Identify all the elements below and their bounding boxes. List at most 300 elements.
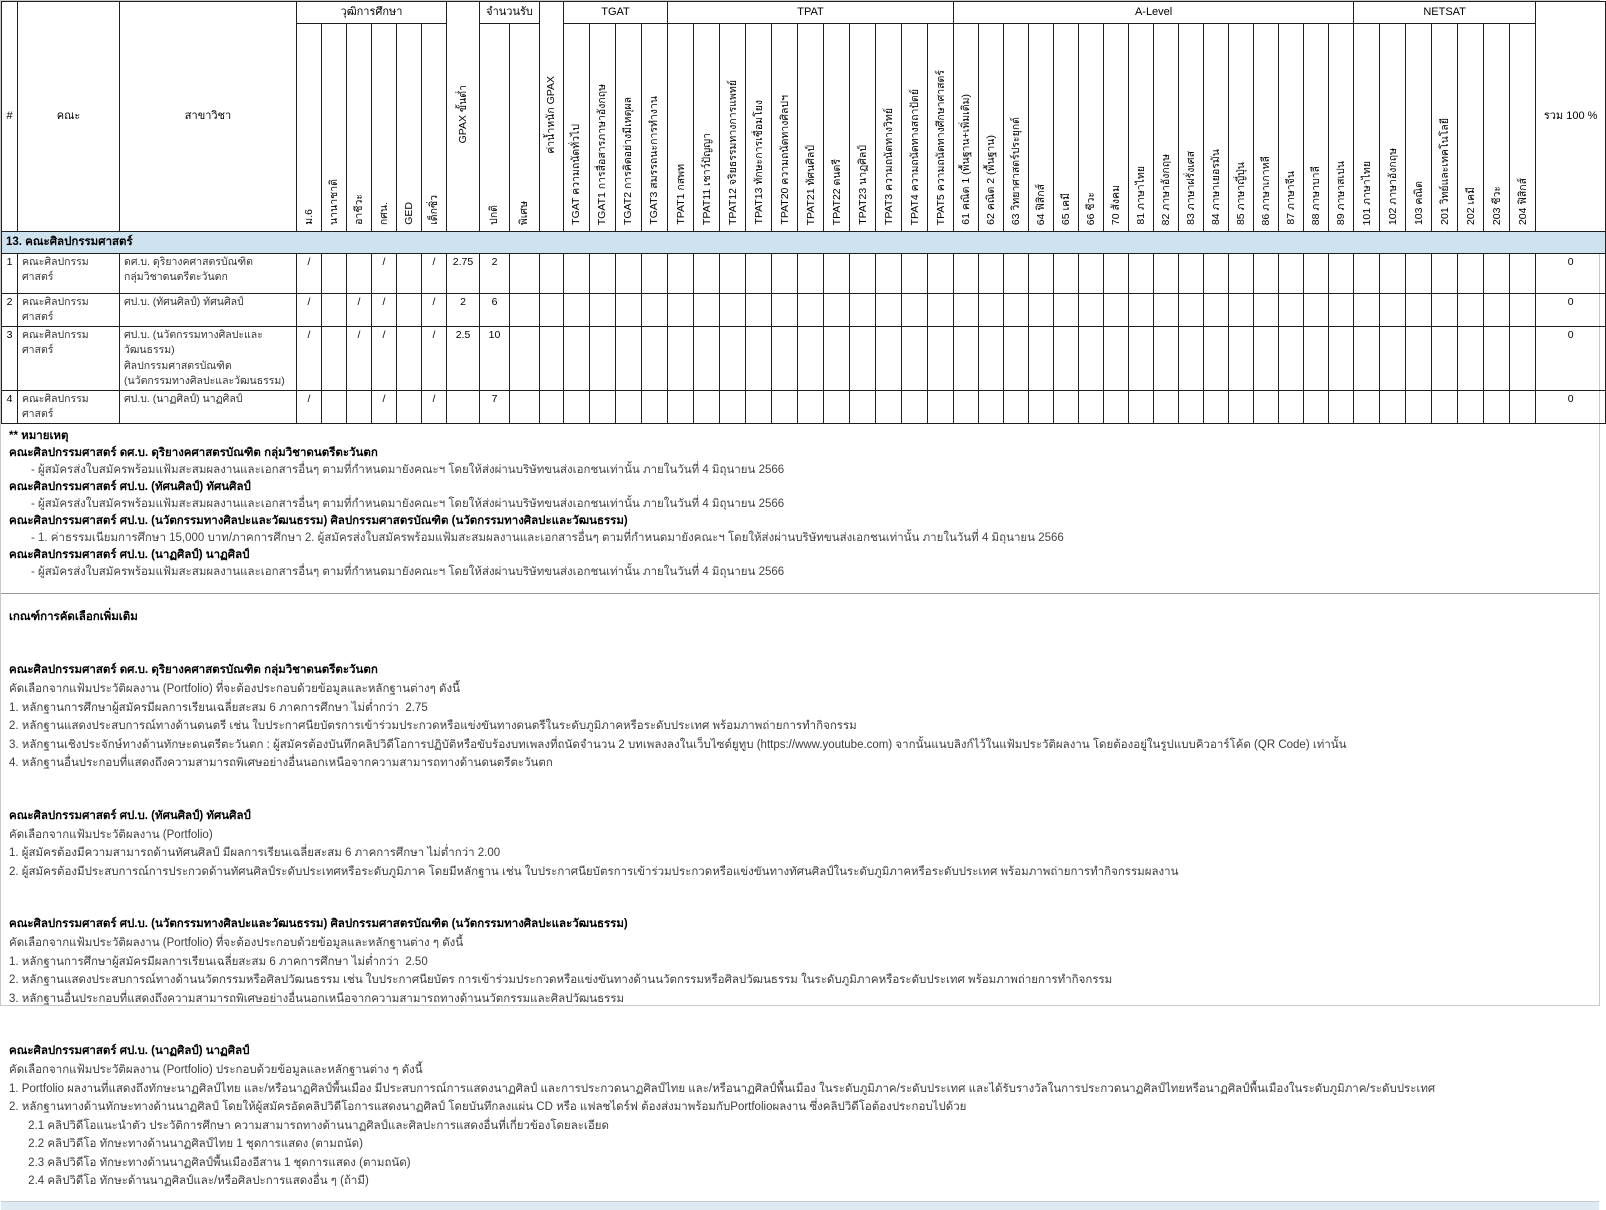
column-header: 85 ภาษาญี่ปุ่น <box>1229 24 1254 232</box>
criteria-lines <box>9 826 1591 882</box>
score-cell <box>1432 253 1458 293</box>
score-cell <box>540 253 564 293</box>
score-cell <box>1104 390 1129 423</box>
criteria-line: 2. หลักฐานทางด้านทักษะทางด้านนาฏศิลป์ โดยให้ผู้สมัครอัดคลิปวิดีโอการแสดงนาฏศิลป์ โดยบันทึกลงแผ่น CD หรือ แฟลชไดร์ฟ ต้องส่งมาพร้อมกับPortfolioผลงาน ซึ่งคลิปวิดีโอต้องประกอบไปด้วย <box>9 1101 967 1114</box>
score-cell <box>1279 293 1304 326</box>
criteria-line: 1. หลักฐานการศึกษาผู้สมัครมีผลการเรียนเฉลี่ยสะสม 6 ภาคการศึกษา ไม่ต่ำกว่า 2.50 <box>9 955 428 968</box>
row-number: 1 <box>2 253 18 293</box>
score-cell <box>1380 293 1406 326</box>
score-cell <box>979 327 1004 391</box>
score-cell <box>824 253 850 293</box>
column-header: 102 ภาษาอังกฤษ <box>1380 24 1406 232</box>
column-header: TPAT4 ความถนัดทางสถาปัตย์ <box>902 24 928 232</box>
column-header: ม.6 <box>297 24 322 232</box>
criteria-line: 2.1 คลิปวิดีโอแนะนำตัว ประวัติการศึกษา ความสามารถทางด้านนาฏศิลป์และศิลปะการแสดงอื่นที่เกี่ยวข้องโดยละเอียด <box>9 1119 609 1132</box>
score-cell <box>720 253 746 293</box>
score-cell <box>1279 253 1304 293</box>
score-cell <box>1458 293 1484 326</box>
column-group-header: วุฒิการศึกษา <box>297 2 447 24</box>
score-cell <box>876 293 902 326</box>
criteria-line: คัดเลือกจากแฟ้มประวัติผลงาน (Portfolio) ประกอบด้วยข้อมูลและหลักฐานต่าง ๆ ดังนี้ <box>9 1064 423 1077</box>
score-cell <box>1004 253 1029 293</box>
score-cell <box>954 253 979 293</box>
column-group-header: NETSAT <box>1354 2 1536 24</box>
major-name-line: ศิลปกรรมศาสตรบัณฑิต <box>124 359 232 372</box>
qualification-mark: / <box>297 390 322 423</box>
note-item <box>9 547 1591 581</box>
criteria-line: 1. ผู้สมัครต้องมีความสามารถด้านทัศนศิลป์ มีผลการเรียนเฉลี่ยสะสม 6 ภาคการศึกษา ไม่ต่ำกว่า 2.00 <box>9 847 501 860</box>
column-header: ค่าน้ำหนัก GPAX <box>540 2 564 232</box>
note-lines <box>9 530 1591 547</box>
qualification-mark: / <box>297 293 322 326</box>
score-cell <box>616 293 642 326</box>
score-cell <box>1484 253 1510 293</box>
score-cell <box>616 327 642 391</box>
score-cell <box>1004 293 1029 326</box>
score-cell <box>1154 327 1179 391</box>
column-header: GPAX ขั้นต่ำ <box>447 2 480 232</box>
column-header: นานาชาติ <box>322 24 347 232</box>
score-cell <box>668 327 694 391</box>
score-cell <box>746 293 772 326</box>
score-cell <box>1179 253 1204 293</box>
score-cell <box>590 390 616 423</box>
score-cell <box>876 390 902 423</box>
faculty-name: คณะศิลปกรรมศาสตร์ <box>18 327 120 391</box>
score-cell <box>1229 327 1254 391</box>
note-lines <box>9 496 1591 513</box>
column-group-header: TPAT <box>668 2 954 24</box>
qualification-mark: / <box>347 293 372 326</box>
qualification-mark: / <box>422 327 447 391</box>
faculty-name: คณะศิลปกรรมศาสตร์ <box>18 390 120 423</box>
criteria-heading: คณะศิลปกรรมศาสตร์ ศป.บ. (นวัตกรรมทางศิลปะและวัฒนธรรม) ศิลปกรรมศาสตรบัณฑิต (นวัตกรรมทางศิลปะและวัฒนธรรม) <box>9 918 628 931</box>
score-cell <box>1304 293 1329 326</box>
score-cell <box>1129 390 1154 423</box>
score-cell <box>902 293 928 326</box>
column-header: 84 ภาษาเยอรมัน <box>1204 24 1229 232</box>
score-cell <box>1406 327 1432 391</box>
column-header: คณะ <box>18 2 120 232</box>
qualification-mark: / <box>347 327 372 391</box>
major-name <box>120 253 297 293</box>
column-header: TGAT ความถนัดทั่วไป <box>564 24 590 232</box>
major-name <box>120 390 297 423</box>
score-cell <box>1204 253 1229 293</box>
score-cell <box>564 293 590 326</box>
column-group-header: จำนวนรับ <box>480 2 540 24</box>
criteria-line: 3. หลักฐานเชิงประจักษ์ทางด้านทักษะดนตรีตะวันตก : ผู้สมัครต้องบันทึกคลิปวิดีโอการปฏิบัติหรือขับร้องบทเพลงที่ถนัดจำนวน 2 บทเพลงลงในเว็บไซต์ยูทูบ (https://www.youtube.com) จากนั้นแนบลิงก์ไว้ในแฟ้มประวัติผลงาน โดยต้องอยู่ในรูปแบบคิวอาร์โค้ด (QR Code) เท่านั้น <box>9 738 1347 751</box>
score-cell <box>1204 293 1229 326</box>
note-heading: คณะศิลปกรรมศาสตร์ ศป.บ. (นวัตกรรมทางศิลปะและวัฒนธรรม) ศิลปกรรมศาสตรบัณฑิต (นวัตกรรมทางศิลปะและวัฒนธรรม) <box>9 515 628 528</box>
score-cell <box>1458 390 1484 423</box>
major-name-line: ดศ.บ. ดุริยางคศาสตรบัณฑิต <box>124 255 253 268</box>
criteria-line: คัดเลือกจากแฟ้มประวัติผลงาน (Portfolio) ที่จะต้องประกอบด้วยข้อมูลและหลักฐานต่าง ๆ ดังนี้ <box>9 937 464 950</box>
criteria-list <box>9 661 1591 1191</box>
score-cell <box>954 327 979 391</box>
score-cell <box>1510 327 1536 391</box>
score-cell <box>1154 390 1179 423</box>
score-cell <box>1179 293 1204 326</box>
score-cell <box>746 327 772 391</box>
score-cell <box>928 390 954 423</box>
score-cell <box>668 293 694 326</box>
column-header: 87 ภาษาจีน <box>1279 24 1304 232</box>
score-cell <box>928 253 954 293</box>
qualification-mark <box>397 293 422 326</box>
score-cell <box>1129 253 1154 293</box>
score-cell <box>1029 293 1054 326</box>
score-cell <box>1458 253 1484 293</box>
column-header: TPAT5 ความถนัดทางศึกษาศาสตร์ <box>928 24 954 232</box>
total-percent-value: 0 <box>1536 327 1606 391</box>
criteria-heading: คณะศิลปกรรมศาสตร์ ศป.บ. (นาฏศิลป์) นาฏศิลป์ <box>9 1045 250 1058</box>
score-cell <box>850 253 876 293</box>
score-cell <box>928 293 954 326</box>
column-header: 202 เคมี <box>1458 24 1484 232</box>
qualification-mark: / <box>372 327 397 391</box>
score-cell <box>1079 253 1104 293</box>
qualification-mark <box>397 327 422 391</box>
score-cell <box>876 327 902 391</box>
column-header: TPAT23 นาฏศิลป์ <box>850 24 876 232</box>
score-cell <box>902 253 928 293</box>
column-header: TPAT21 ทัศนศิลป์ <box>798 24 824 232</box>
score-cell <box>564 327 590 391</box>
score-cell <box>1179 327 1204 391</box>
note-heading: คณะศิลปกรรมศาสตร์ ศป.บ. (ทัศนศิลป์) ทัศนศิลป์ <box>9 481 251 494</box>
score-cell <box>1229 293 1254 326</box>
score-cell <box>798 390 824 423</box>
criteria-line: 2.4 คลิปวิดีโอ ทักษะด้านนาฏศิลป์และ/หรือศิลปะการแสดงอื่น ๆ (ถ้ามี) <box>9 1175 369 1188</box>
note-lines <box>9 462 1591 479</box>
score-cell <box>772 293 798 326</box>
score-cell <box>668 390 694 423</box>
score-cell <box>1054 253 1079 293</box>
score-cell <box>1354 293 1380 326</box>
criteria-line: 1. Portfolio ผลงานที่แสดงถึงทักษะนาฏศิลป์ไทย และ/หรือนาฏศิลป์พื้นเมือง มีประสบการณ์การแสดงนาฏศิลป์ และการประกวดนาฏศิลป์ไทย และ/หรือนาฏศิลป์พื้นเมือง ในระดับภูมิภาค/ระดับประเทศ และได้รับรางวัลในการประกวดนาฏศิลป์ไทยหรือนาฏศิลป์พื้นเมืองในระดับภูมิภาค/ระดับประเทศ <box>9 1082 1436 1095</box>
column-group-header: TGAT <box>564 2 668 24</box>
score-cell <box>1406 390 1432 423</box>
score-cell <box>1229 390 1254 423</box>
column-group-header: A-Level <box>954 2 1354 24</box>
criteria-line: 2. ผู้สมัครต้องมีประสบการณ์การประกวดด้านทัศนศิลป์ระดับประเทศหรือระดับภูมิภาค โดยมีหลักฐาน เช่น ใบประกาศนียบัตรการเข้าร่วมประกวดหรือแข่งขันทางทัศนศิลป์ในระดับภูมิภาคหรือระดับประเทศ พร้อมภาพถ่ายการทำกิจกรรมผลงาน <box>9 865 1179 878</box>
score-cell <box>616 253 642 293</box>
notes-section <box>1 424 1599 594</box>
column-header: TPAT22 ดนตรี <box>824 24 850 232</box>
score-cell <box>1510 390 1536 423</box>
score-cell <box>1179 390 1204 423</box>
column-header: TPAT12 จริยธรรมทางการแพทย์ <box>720 24 746 232</box>
qualification-mark <box>347 390 372 423</box>
score-cell <box>1079 327 1104 391</box>
criteria-title: เกณฑ์การคัดเลือกเพิ่มเติม <box>9 611 138 624</box>
column-header: TGAT2 การคิดอย่างมีเหตุผล <box>616 24 642 232</box>
score-cell <box>850 327 876 391</box>
criteria-lines <box>9 934 1591 1008</box>
qualification-mark: / <box>422 390 447 423</box>
score-cell <box>1354 253 1380 293</box>
criteria-line: 1. หลักฐานการศึกษาผู้สมัครมีผลการเรียนเฉลี่ยสะสม 6 ภาคการศึกษา ไม่ต่ำกว่า 2.75 <box>9 701 428 714</box>
column-header: สาขาวิชา <box>120 2 297 232</box>
score-cell <box>1458 327 1484 391</box>
major-name-line: ศป.บ. (นาฏศิลป์) นาฏศิลป์ <box>124 392 243 405</box>
score-cell <box>1354 327 1380 391</box>
admit-special-count <box>510 253 540 293</box>
admit-normal-count: 6 <box>480 293 510 326</box>
row-number: 2 <box>2 293 18 326</box>
gpax-min-value: 2 <box>447 293 480 326</box>
score-cell <box>824 390 850 423</box>
score-cell <box>1510 293 1536 326</box>
column-header: 63 วิทยาศาสตร์ประยุกต์ <box>1004 24 1029 232</box>
score-cell <box>746 253 772 293</box>
major-name <box>120 293 297 326</box>
column-header: 103 คณิต <box>1406 24 1432 232</box>
score-cell <box>798 293 824 326</box>
admit-normal-count: 2 <box>480 253 510 293</box>
column-header: 70 สังคม <box>1104 24 1129 232</box>
column-header: 83 ภาษาฝรั่งเศส <box>1179 24 1204 232</box>
qualification-mark <box>397 390 422 423</box>
score-cell <box>1329 327 1354 391</box>
score-cell <box>694 293 720 326</box>
qualification-mark <box>322 293 347 326</box>
criteria-line: 4. หลักฐานอื่นประกอบที่แสดงถึงความสามารถพิเศษอย่างอื่นนอกเหนือจากความสามารถทางด้านดนตรีตะวันตก <box>9 757 553 770</box>
row-number: 3 <box>2 327 18 391</box>
score-cell <box>1279 390 1304 423</box>
score-cell <box>954 390 979 423</box>
criteria-line: 2. หลักฐานแสดงประสบการณ์ทางด้านนวัตกรรมหรือศิลปวัฒนธรรม เช่น ใบประกาศนียบัตร การเข้าร่วมประกวดหรือแข่งขันทางด้านนวัตกรรมหรือศิลปวัฒนธรรม ในระดับภูมิภาคหรือระดับประเทศ พร้อมภาพถ่ายการทำกิจกรรม <box>9 974 1113 987</box>
score-cell <box>1484 293 1510 326</box>
faculty-name: คณะศิลปกรรมศาสตร์ <box>18 293 120 326</box>
qualification-mark <box>322 327 347 391</box>
criteria-line: 3. หลักฐานอื่นประกอบที่แสดงถึงความสามารถพิเศษอย่างอื่นนอกเหนือจากความสามารถทางด้านนวัตกรรมและศิลปวัฒนธรรม <box>9 992 625 1005</box>
note-line: - ผู้สมัครส่งใบสมัครพร้อมแฟ้มสะสมผลงานและเอกสารอื่นๆ ตามที่กำหนดมายังคณะฯ โดยให้ส่งผ่านบริษัทขนส่งเอกชนเท่านั้น ภายในวันที่ 4 มิถุนายน 2566 <box>31 566 785 579</box>
criteria-section <box>1 594 1599 1201</box>
score-cell <box>1329 390 1354 423</box>
column-header: 204 ฟิสิกส์ <box>1510 24 1536 232</box>
admissions-criteria-table <box>1 1 1606 424</box>
score-cell <box>1229 253 1254 293</box>
column-header: 62 คณิต 2 (พื้นฐาน) <box>979 24 1004 232</box>
column-header: TPAT1 กสพท <box>668 24 694 232</box>
column-header: 81 ภาษาไทย <box>1129 24 1154 232</box>
score-cell <box>720 293 746 326</box>
score-cell <box>1484 327 1510 391</box>
score-cell <box>1254 390 1279 423</box>
criteria-line: 2.2 คลิปวิดีโอ ทักษะทางด้านนาฏศิลป์ไทย 1 ชุดการแสดง (ตามถนัด) <box>9 1138 363 1151</box>
criteria-lines <box>9 680 1591 773</box>
criteria-item <box>9 807 1591 882</box>
score-cell <box>540 390 564 423</box>
score-cell <box>1354 390 1380 423</box>
score-cell <box>720 327 746 391</box>
criteria-item <box>9 661 1591 773</box>
column-header: พิเศษ <box>510 24 540 232</box>
score-cell <box>1129 293 1154 326</box>
score-cell <box>694 390 720 423</box>
qualification-mark: / <box>372 293 397 326</box>
criteria-lines <box>9 1061 1591 1191</box>
admit-special-count <box>510 390 540 423</box>
admit-special-count <box>510 327 540 391</box>
score-cell <box>1304 327 1329 391</box>
score-cell <box>590 293 616 326</box>
score-cell <box>1154 293 1179 326</box>
qualification-mark: / <box>372 253 397 293</box>
score-cell <box>564 390 590 423</box>
column-header: # <box>2 2 18 232</box>
score-cell <box>1129 327 1154 391</box>
score-cell <box>1254 293 1279 326</box>
score-cell <box>642 390 668 423</box>
column-header: กศน. <box>372 24 397 232</box>
score-cell <box>540 327 564 391</box>
column-header: GED <box>397 24 422 232</box>
column-header: อาชีวะ <box>347 24 372 232</box>
criteria-line: คัดเลือกจากแฟ้มประวัติผลงาน (Portfolio) ที่จะต้องประกอบด้วยข้อมูลและหลักฐานต่างๆ ดังนี้ <box>9 683 460 696</box>
criteria-line: 2. หลักฐานแสดงประสบการณ์ทางด้านดนตรี เช่น ใบประกาศนียบัตรการเข้าร่วมประกวดหรือแข่งขันทางดนตรีในระดับภูมิภาคหรือระดับประเทศ พร้อมภาพถ่ายการทำกิจกรรม <box>9 720 857 733</box>
score-cell <box>1104 253 1129 293</box>
score-cell <box>928 327 954 391</box>
column-header: 61 คณิต 1 (พื้นฐาน+เพิ่มเติม) <box>954 24 979 232</box>
score-cell <box>902 390 928 423</box>
note-heading: คณะศิลปกรรมศาสตร์ ศป.บ. (นาฏศิลป์) นาฏศิลป์ <box>9 549 250 562</box>
criteria-item <box>9 915 1591 1008</box>
criteria-heading: คณะศิลปกรรมศาสตร์ ศป.บ. (ทัศนศิลป์) ทัศนศิลป์ <box>9 809 251 822</box>
column-header: TPAT20 ความถนัดทางศิลปฯ <box>772 24 798 232</box>
score-cell <box>1054 293 1079 326</box>
total-percent-value: 0 <box>1536 253 1606 293</box>
program-row <box>2 390 1606 423</box>
score-cell <box>642 293 668 326</box>
column-header: 64 ฟิสิกส์ <box>1029 24 1054 232</box>
criteria-heading: คณะศิลปกรรมศาสตร์ ดศ.บ. ดุริยางคศาสตรบัณฑิต กลุ่มวิชาดนตรีตะวันตก <box>9 664 378 677</box>
faculty-section-row <box>2 232 1606 254</box>
score-cell <box>1304 253 1329 293</box>
score-cell <box>720 390 746 423</box>
score-cell <box>1432 390 1458 423</box>
score-cell <box>642 327 668 391</box>
score-cell <box>1304 390 1329 423</box>
admit-special-count <box>510 293 540 326</box>
score-cell <box>1510 253 1536 293</box>
qualification-mark: / <box>297 253 322 293</box>
score-cell <box>694 327 720 391</box>
gpax-min-value: 2.5 <box>447 327 480 391</box>
column-header: 101 ภาษาไทย <box>1354 24 1380 232</box>
column-header: ปกติ <box>480 24 510 232</box>
column-header: TPAT3 ความถนัดทางวิทย์ <box>876 24 902 232</box>
score-cell <box>1029 253 1054 293</box>
faculty-name: คณะศิลปกรรมศาสตร์ <box>18 253 120 293</box>
score-cell <box>902 327 928 391</box>
total-percent-value: 0 <box>1536 293 1606 326</box>
score-cell <box>1029 390 1054 423</box>
score-cell <box>798 253 824 293</box>
score-cell <box>1329 293 1354 326</box>
program-row <box>2 253 1606 293</box>
major-name-line: ศป.บ. (ทัศนศิลป์) ทัศนศิลป์ <box>124 295 244 308</box>
score-cell <box>1254 327 1279 391</box>
qualification-mark <box>347 253 372 293</box>
score-cell <box>824 293 850 326</box>
criteria-item <box>9 1042 1591 1191</box>
column-header: 82 ภาษาอังกฤษ <box>1154 24 1179 232</box>
notes-title: ** หมายเหตุ <box>9 430 69 443</box>
note-item <box>9 479 1591 513</box>
note-item <box>9 513 1591 547</box>
score-cell <box>979 293 1004 326</box>
score-cell <box>1054 390 1079 423</box>
faculty-section-header: 13. คณะศิลปกรรมศาสตร์ <box>2 232 1606 254</box>
score-cell <box>1079 293 1104 326</box>
qualification-mark <box>322 390 347 423</box>
qualification-mark <box>322 253 347 293</box>
score-cell <box>772 390 798 423</box>
program-row <box>2 327 1606 391</box>
column-header: TPAT11 เชาว์ปัญญา <box>694 24 720 232</box>
major-name-line: กลุ่มวิชาดนตรีตะวันตก <box>124 270 228 283</box>
column-header: TGAT3 สมรรถนะการทำงาน <box>642 24 668 232</box>
score-cell <box>824 327 850 391</box>
admit-normal-count: 10 <box>480 327 510 391</box>
score-cell <box>1204 327 1229 391</box>
score-cell <box>1104 293 1129 326</box>
score-cell <box>1380 253 1406 293</box>
score-cell <box>1484 390 1510 423</box>
qualification-mark: / <box>422 253 447 293</box>
score-cell <box>954 293 979 326</box>
note-line: - 1. ค่าธรรมเนียมการศึกษา 15,000 บาท/ภาคการศึกษา 2. ผู้สมัครส่งใบสมัครพร้อมแฟ้มสะสมผลงานและเอกสารอื่นๆ ตามที่กำหนดมายังคณะฯ โดยให้ส่งผ่านบริษัทขนส่งเอกชนเท่านั้น ภายในวันที่ 4 มิถุนายน 2566 <box>31 532 1064 545</box>
score-cell <box>540 293 564 326</box>
column-header: 65 เคมี <box>1054 24 1079 232</box>
score-cell <box>850 390 876 423</box>
score-cell <box>1254 253 1279 293</box>
qualification-mark: / <box>297 327 322 391</box>
score-cell <box>1380 390 1406 423</box>
score-cell <box>1432 327 1458 391</box>
gpax-min-value: 2.75 <box>447 253 480 293</box>
major-name-line: (นวัตกรรมทางศิลปะและวัฒนธรรม) <box>124 374 285 387</box>
score-cell <box>1079 390 1104 423</box>
criteria-line: 2.3 คลิปวิดีโอ ทักษะทางด้านนาฏศิลป์พื้นเมืองอีสาน 1 ชุดการแสดง (ตามถนัด) <box>9 1156 411 1169</box>
note-item <box>9 445 1591 479</box>
score-cell <box>642 253 668 293</box>
column-header: 66 ชีวะ <box>1079 24 1104 232</box>
score-cell <box>1380 327 1406 391</box>
score-cell <box>850 293 876 326</box>
score-cell <box>876 253 902 293</box>
score-cell <box>772 253 798 293</box>
note-lines <box>9 564 1591 581</box>
score-cell <box>590 327 616 391</box>
score-cell <box>1406 293 1432 326</box>
column-header: 203 ชีวะ <box>1484 24 1510 232</box>
major-name-line: ศป.บ. (นวัตกรรมทางศิลปะและวัฒนธรรม) <box>124 329 263 357</box>
gpax-min-value <box>447 390 480 423</box>
score-cell <box>564 253 590 293</box>
qualification-mark <box>397 253 422 293</box>
score-cell <box>668 253 694 293</box>
score-cell <box>1004 390 1029 423</box>
score-cell <box>979 390 1004 423</box>
total-percent-value: 0 <box>1536 390 1606 423</box>
score-cell <box>1279 327 1304 391</box>
note-heading: คณะศิลปกรรมศาสตร์ ดศ.บ. ดุริยางคศาสตรบัณฑิต กลุ่มวิชาดนตรีตะวันตก <box>9 447 378 460</box>
score-cell <box>1154 253 1179 293</box>
